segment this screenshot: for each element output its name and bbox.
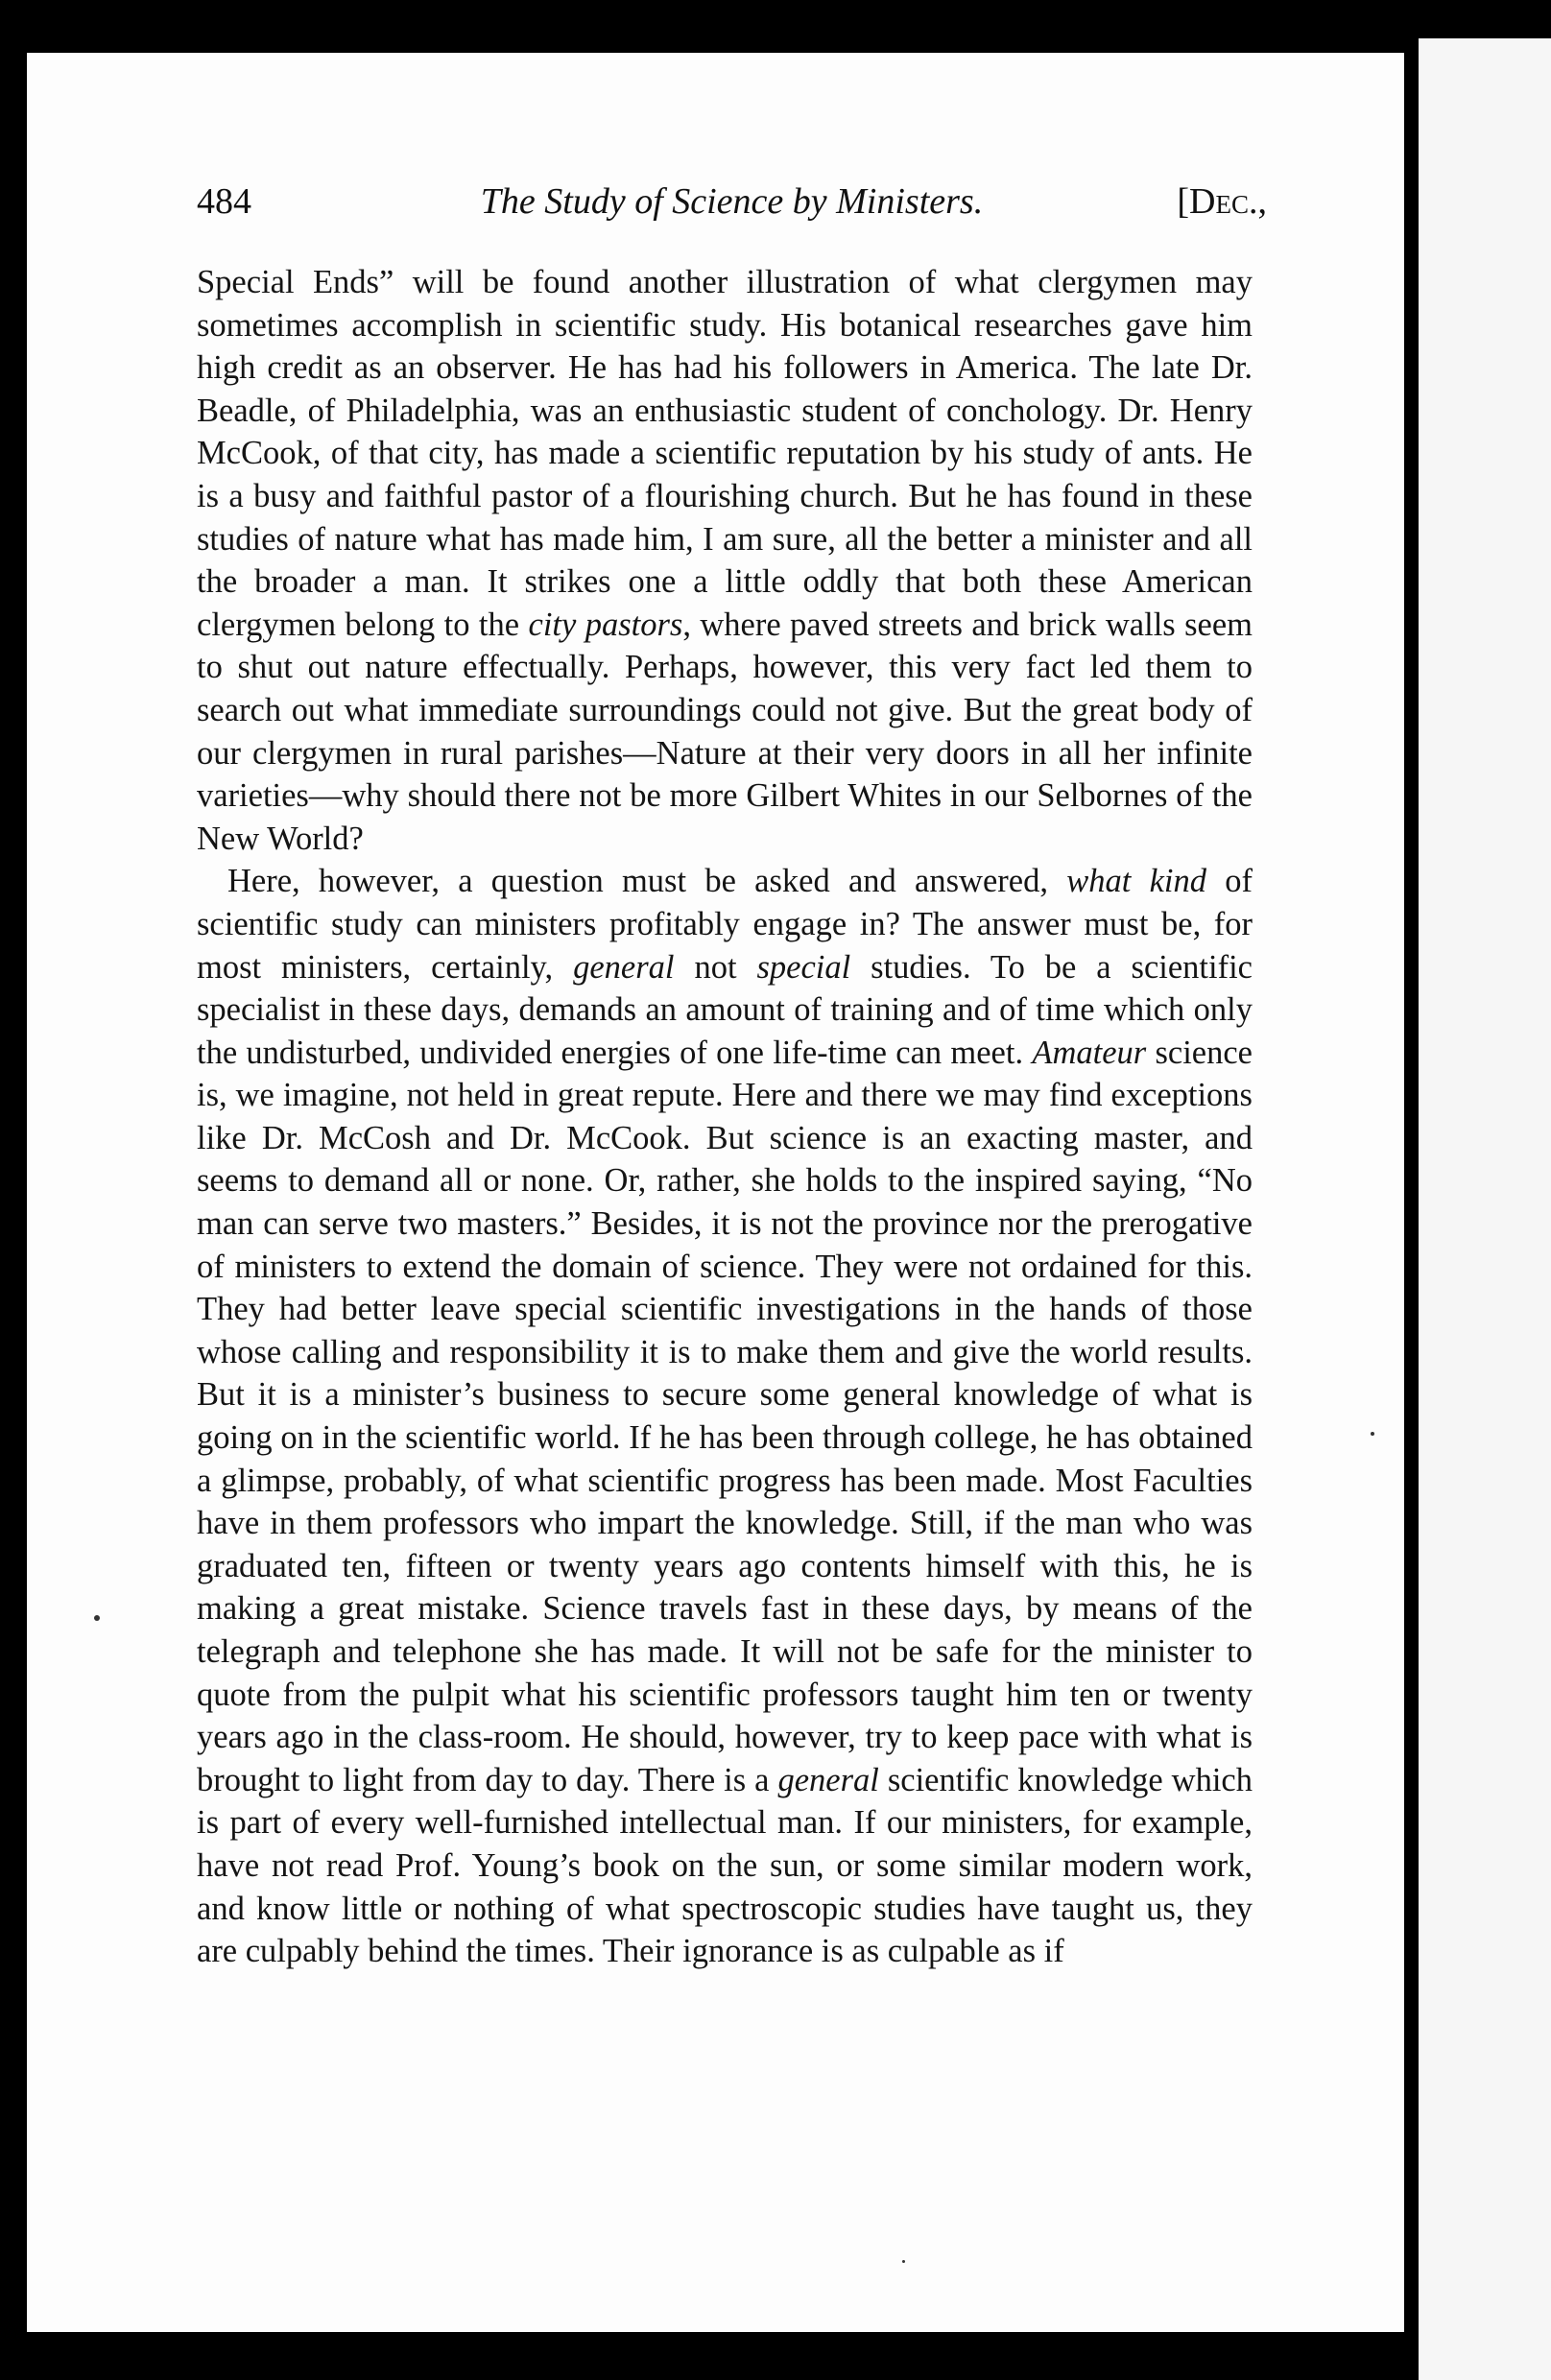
ink-speck xyxy=(902,2260,905,2263)
text-run: science is, we imagine, not held in great repute. Here and there we may find exceptions like Dr. McCosh and Dr. McCook. But science is an exacting master, and seems to demand all or none. Or, rather, she holds to the inspired saying, “No man can serve two masters.” Besides, it is not the province nor the prerogative of ministers to extend the domain of science. They were not ordained for this. They had better leave special scientific investigations in the hands of those whose calling and responsibility it is to make them and give the world results. But it is a minister’s business to secure some general knowledge of what is going on in the scientific world. If he has been through college, he has obtained a glimpse, probably, of what scientific progress has been made. Most Faculties have in them professors who impart the knowledge. Still, if the man who was graduated ten, fifteen or twenty years ago contents himself with this, he is making a great mistake. Science travels fast in these days, by means of the telegraph and telephone she has made. It will not be safe for the minister to quote from the pulpit what his scientific professors taught him ten or twenty years ago in the class-room. He should, however, try to keep pace with what is brought to light from day to day. There is a xyxy=(197,1034,1253,1798)
running-title: The Study of Science by Ministers. xyxy=(480,181,984,222)
paragraph-1 xyxy=(197,261,1253,860)
ink-speck xyxy=(94,1615,100,1621)
text-run: of scientific study can ministers profitably engage in? The answer must be, for most ministers, certainly, xyxy=(197,863,1253,986)
text-run: studies. To be a scientific specialist in these days, demands an amount of training and of time which only the undisturbed, undivided energies of one life-time can meet. xyxy=(197,948,1253,1071)
running-head xyxy=(197,180,1267,238)
italic-run: general xyxy=(573,948,675,986)
paragraph-2 xyxy=(197,860,1253,1972)
text-run: Here, however, a question must be asked and answered, xyxy=(227,863,1067,900)
italic-run: general xyxy=(777,1761,879,1798)
italic-run: city pastors xyxy=(528,606,683,643)
italic-run: Amateur xyxy=(1032,1034,1147,1071)
body-text xyxy=(197,261,1253,1973)
italic-run: special xyxy=(756,948,851,986)
text-run: Special Ends” will be found another illustration of what clergymen may sometimes accomplish in scientific study. His botanical researches gave him high credit as an observer. He has had his followers in America. The late Dr. Beadle, of Philadelphia, was an enthusiastic student of conchology. Dr. Henry McCook, of that city, has made a scientific reputation by his study of ants. He is a busy and faithful pastor of a flourishing church. But he has found in these studies of nature what has made him, I am sure, all the better a minister and all the broader a man. It strikes one a little oddly that both these American clergymen belong to the xyxy=(197,264,1253,643)
month-marker: [Dec., xyxy=(1177,181,1267,222)
ink-speck xyxy=(1371,1432,1374,1436)
italic-run: what kind xyxy=(1066,863,1206,900)
text-run: not xyxy=(674,948,757,986)
text-run: , where paved streets and brick walls seem to shut out nature effectually. Perhaps, however, this very fact led them to search out what immediate surroundings could not give. But the great body of our clergymen in rural parishes—Nature at their very doors in all her infinite varieties—why should there not be more Gilbert Whites in our Selbornes of the New World? xyxy=(197,606,1253,857)
text-run: scientific knowledge which is part of every well-furnished intellectual man. If our ministers, for example, have not read Prof. Young’s book on the sun, or some similar modern work, and know little or nothing of what spectroscopic studies have taught us, they are culpably behind the times. Their ignorance is as culpable as if xyxy=(197,1761,1253,1970)
next-page-edge xyxy=(1419,38,1551,2380)
page-number: 484 xyxy=(197,181,251,222)
